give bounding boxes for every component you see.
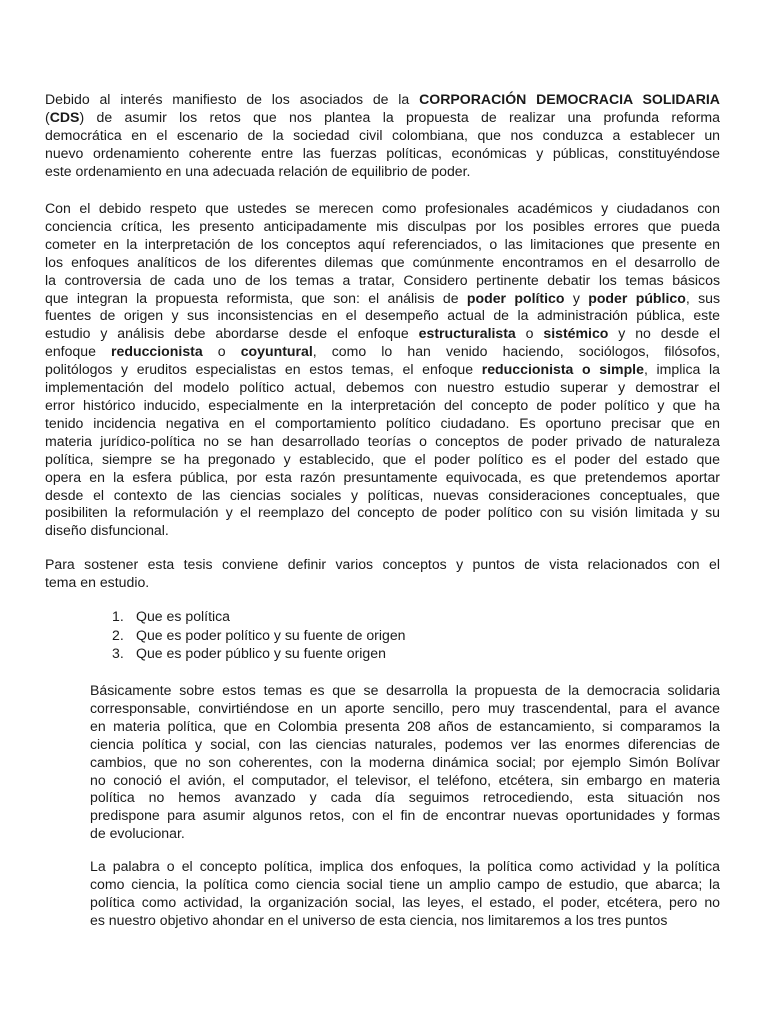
bold-text: reduccionista o simple	[481, 361, 644, 378]
text-run: , sus	[685, 289, 721, 306]
text-line	[45, 127, 720, 145]
list-number: 2.	[112, 626, 124, 643]
text-run: error histórico inducido, especialmente en la interpretación del concepto de poder político y que ha	[45, 396, 720, 413]
text-run: diseño disfuncional.	[45, 522, 169, 539]
respect-paragraph	[45, 200, 720, 540]
bold-text: CORPORACIÓN DEMOCRACIA SOLIDARIA	[419, 91, 720, 107]
text-run: Debido al interés manifiesto de los asociados de la	[45, 91, 420, 107]
list-item	[112, 607, 406, 626]
text-run: la controversia de cada uno de los temas a tratar, Considero pertinente debatir los temas básicos	[45, 271, 720, 288]
text-line	[90, 894, 720, 912]
text-run: es nuestro objetivo ahondar en el universo de esta ciencia, nos limitaremos a los tres puntos	[90, 911, 668, 928]
bold-text: sistémico	[543, 325, 609, 342]
list-text: Que es política	[136, 608, 231, 624]
text-run: estudio y análisis debe abordarse desde el enfoque	[45, 325, 419, 342]
text-run: politólogos y eruditos especialistas en estos temas, el enfoque	[45, 361, 482, 378]
text-line	[90, 876, 720, 894]
list-text: Que es poder político y su fuente de origen	[136, 626, 406, 643]
text-run: implementación del modelo político actual, debemos con nuestro estudio superar y demostrar el	[45, 379, 720, 396]
bold-text: reduccionista	[111, 343, 203, 360]
text-run: fuentes de origen y sus inconsistencias en el desempeño actual de la administración pública, este	[45, 307, 720, 324]
text-run: , como lo han venido haciendo, sociólogos, filósofos,	[312, 343, 720, 360]
text-line	[45, 236, 720, 254]
text-line	[90, 912, 720, 930]
text-run: o	[515, 325, 544, 342]
text-line	[90, 700, 720, 718]
text-run: cometer en la interpretación de los conceptos aquí referenciados, o las limitaciones que presente en	[45, 235, 720, 252]
text-run: corresponsable, convirtiéndose en un aporte sencillo, pero muy trascendental, para el avance	[90, 699, 720, 716]
text-run: Para sostener esta tesis conviene definir varios conceptos y puntos de vista relacionados con el	[45, 556, 720, 572]
text-line	[90, 718, 720, 736]
text-line	[45, 415, 720, 433]
text-line	[45, 522, 720, 540]
text-line	[45, 433, 720, 451]
bold-text: estructuralista	[418, 325, 516, 342]
text-line	[45, 504, 720, 522]
text-run: o	[202, 343, 241, 360]
text-run: política no hemos avanzado y cada día seguimos retrocediendo, esta situación nos	[90, 789, 720, 806]
text-run: no conoció el avión, el computador, el televisor, el teléfono, etcétera, sin embargo en materia	[90, 771, 720, 788]
text-run: predispone para asumir algunos retos, con el fin de encontrar nuevas oportunidades y formas	[90, 807, 720, 824]
list-number: 3.	[112, 645, 124, 661]
text-run: desde el contexto de las ciencias sociales y políticas, nuevas consideraciones conceptuales, que	[45, 486, 720, 503]
text-line	[45, 556, 720, 574]
bold-text: coyuntural	[240, 343, 313, 360]
text-line	[90, 825, 720, 843]
thesis-paragraph	[45, 556, 720, 592]
text-line	[45, 163, 720, 181]
text-line	[90, 682, 720, 700]
text-run: democrática en el escenario de la sociedad civil colombiana, que nos conduzca a establecer un	[45, 126, 720, 143]
text-line	[45, 574, 720, 592]
text-line	[45, 218, 720, 236]
text-run: política, siempre se ha pregonado y establecido, que el poder político es el poder del estado que	[45, 450, 720, 467]
text-run: en materia política, que en Colombia presenta 208 años de estancamiento, si comparamos la	[90, 717, 720, 734]
text-run: ciencia política y social, con las ciencias naturales, podemos ver las enormes diferencias de	[90, 735, 720, 752]
text-line	[90, 858, 720, 876]
list-text: Que es poder público y su fuente origen	[136, 645, 386, 661]
text-run: como ciencia, la política como ciencia social tiene un amplio campo de estudio, que abarca; la	[90, 875, 720, 892]
intro-paragraph	[45, 91, 720, 181]
text-line	[45, 361, 720, 379]
text-run: Básicamente sobre estos temas es que se desarrolla la propuesta de la democracia solidaria	[90, 682, 720, 698]
text-run: posibiliten la reformulación y el reemplazo del concepto de poder político con su visión limitada y su	[45, 504, 720, 521]
text-line	[45, 469, 720, 487]
text-run: materia jurídico-política no se han desarrollado teorías o conceptos de poder privado de naturaleza	[45, 432, 720, 449]
text-run: y	[564, 289, 589, 306]
text-run: este ordenamiento en una adecuada relación de equilibrio de poder.	[45, 162, 471, 179]
text-run: tenido incidencia negativa en el comportamiento político ciudadano. Es oportuno precisar que en	[45, 414, 720, 431]
text-run: tema en estudio.	[45, 573, 150, 590]
bold-text: poder público	[588, 289, 686, 306]
text-run: cambios, que no son coherentes, con la moderna dinámica social; por ejemplo Simón Bolívar	[90, 753, 720, 770]
list-item	[112, 626, 406, 645]
text-line	[45, 200, 720, 218]
text-line	[90, 772, 720, 790]
text-run: de evolucionar.	[90, 825, 185, 842]
text-run: La palabra o el concepto política, implica dos enfoques, la política como actividad y la política	[90, 858, 720, 874]
text-run: enfoque	[45, 343, 112, 360]
text-line	[90, 754, 720, 772]
text-line	[45, 487, 720, 505]
text-line	[45, 379, 720, 397]
text-line	[45, 451, 720, 469]
text-line	[45, 307, 720, 325]
text-line	[90, 807, 720, 825]
text-line	[45, 397, 720, 415]
concept-list	[112, 607, 406, 663]
text-run: Con el debido respeto que ustedes se merecen como profesionales académicos y ciudadanos con	[45, 200, 720, 216]
list-item	[112, 644, 406, 663]
text-run: opera en la esfera pública, por esta razón presuntamente equivocada, es que pretendemos aportar	[45, 468, 720, 485]
bold-text: CDS	[49, 108, 80, 125]
text-line	[45, 272, 720, 290]
text-run: conciencia crítica, les presento anticipadamente mis disculpas por los posibles errores que pueda	[45, 217, 720, 234]
text-run: que integran la propuesta reformista, que son: el análisis de	[45, 289, 467, 306]
text-run: política como actividad, la organización social, las leyes, el estado, el poder, etcétera, pero no	[90, 893, 720, 910]
text-line	[45, 254, 720, 272]
basics-paragraph	[90, 682, 720, 843]
text-line	[90, 789, 720, 807]
text-line	[45, 109, 720, 127]
text-line	[45, 325, 720, 343]
text-run: ) de asumir los retos que nos plantea la propuesta de realizar una profunda reforma	[79, 108, 720, 125]
text-line	[45, 91, 720, 109]
bold-text: poder político	[466, 289, 565, 306]
text-run: y no desde el	[608, 325, 721, 342]
text-run: (	[45, 108, 50, 125]
list-number: 1.	[112, 608, 124, 624]
text-line	[45, 145, 720, 163]
text-line	[45, 343, 720, 361]
text-line	[45, 290, 720, 308]
politics-paragraph	[90, 858, 720, 930]
text-run: , implica la	[643, 361, 721, 378]
text-line	[90, 736, 720, 754]
text-run: los enfoques analíticos de los diferentes dilemas que comúnmente encontramos en el desarrollo de	[45, 253, 720, 270]
text-run: nuevo ordenamiento coherente entre las fuerzas políticas, económicas y públicas, constituyéndose	[45, 144, 720, 161]
